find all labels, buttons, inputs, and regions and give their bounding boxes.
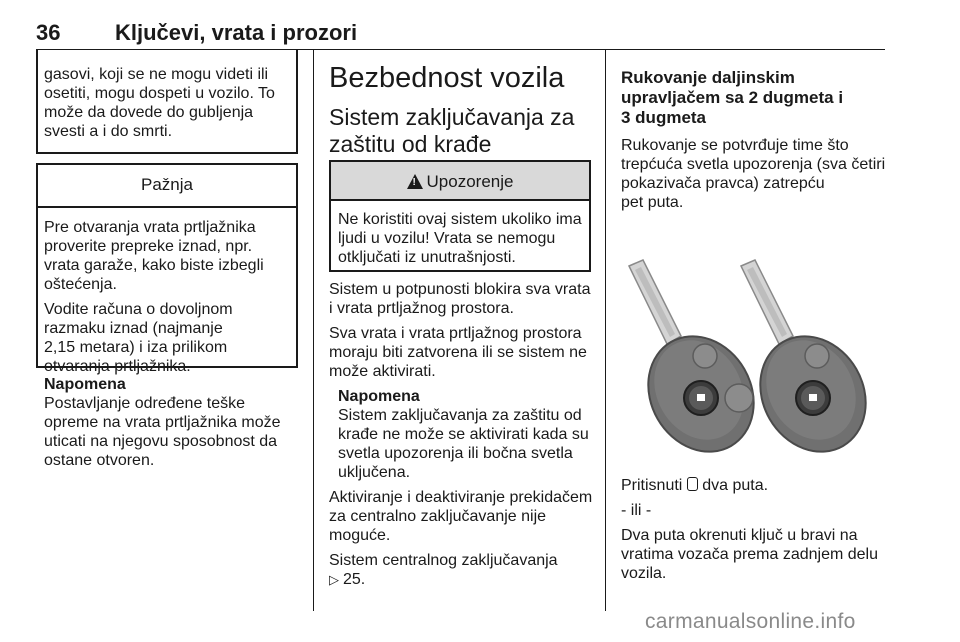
- heading-line: 3 dugmeta: [621, 108, 707, 127]
- warning-box: [329, 160, 591, 272]
- note-title: Napomena: [338, 388, 420, 405]
- or-separator: - ili -: [621, 502, 652, 519]
- text-line: uključena.: [338, 464, 411, 481]
- middle-note: [329, 387, 599, 482]
- text-line: opreme na vrata prtljažnika može: [44, 414, 281, 431]
- lock-icon: [697, 394, 705, 401]
- text-line: Aktiviranje i deaktiviranje prekidačem: [329, 489, 593, 506]
- subsection-heading: [329, 104, 574, 158]
- text-line: pet puta.: [621, 194, 684, 211]
- left-note: [44, 375, 306, 470]
- text-line: Sistem u potpunosti blokira sva vrata: [329, 281, 591, 298]
- text-line: moraju biti zatvorena ili se sistem ne: [329, 344, 587, 361]
- text-line: Sva vrata i vrata prtljažnog prostora: [329, 325, 582, 342]
- heading-line: Sistem zaključavanja za: [329, 104, 575, 130]
- pazhnja-title: Pažnja: [141, 175, 193, 194]
- text-line: može da dovede do gubljenja: [44, 104, 254, 121]
- remote-heading: [621, 68, 843, 128]
- text-line: vratima vozača prema zadnjem delu: [621, 546, 879, 563]
- lock-icon: [809, 394, 817, 401]
- text-line: Postavljanje određene teške: [44, 395, 246, 412]
- press-instruction: Pritisnuti dva puta.: [621, 477, 769, 494]
- top-box-text: [38, 49, 296, 141]
- text-line: Dva puta okrenuti ključ u bravi na: [621, 527, 858, 544]
- page-header-title: Ključevi, vrata i prozori: [115, 20, 358, 45]
- warning-box-header: [331, 162, 589, 201]
- remote-intro: [621, 136, 893, 212]
- warning-title: Upozorenje: [426, 172, 514, 191]
- watermark: carmanualsonline.info: [645, 610, 856, 633]
- text-line: otvaranja prtljažnika.: [44, 358, 191, 375]
- page-reference[interactable]: [329, 570, 599, 589]
- text-line: proverite prepreke iznad, npr.: [44, 238, 253, 255]
- heading-line: upravljačem sa 2 dugmeta i: [621, 88, 844, 107]
- heading-line: Rukovanje daljinskim: [621, 68, 795, 87]
- text-line: Vodite računa o dovoljnom: [44, 301, 233, 318]
- column-divider-right: [605, 50, 606, 611]
- page-number: 36: [36, 20, 61, 45]
- column-divider-left: [313, 50, 314, 611]
- text-line: može aktivirati.: [329, 363, 436, 380]
- pazhnja-body: [38, 208, 296, 376]
- text-line: gasovi, koji se ne mogu videti ili: [44, 66, 269, 83]
- heading-line: zaštitu od krađe: [329, 131, 492, 157]
- text-line: 2,15 metara) i iza prilikom: [44, 339, 228, 356]
- pazhnja-box: [36, 163, 298, 375]
- text-line: moguće.: [329, 527, 391, 544]
- text-line: trepćuća svetla upozorenja (sva četiri: [621, 156, 886, 173]
- key-fob-illustration: [621, 246, 885, 458]
- top-continuation-box: [36, 49, 298, 154]
- text-line: uticati na njegovu sposobnost da: [44, 433, 278, 450]
- text-line: osetiti, mogu dospeti u vozilo. To: [44, 85, 275, 102]
- warning-triangle-icon: [407, 174, 423, 189]
- text-line: Sistem centralnog zaključavanja: [329, 552, 558, 569]
- note-title: Napomena: [44, 376, 126, 393]
- middle-body: [329, 280, 599, 589]
- text-line: i vrata prtljažnog prostora.: [329, 300, 514, 317]
- text-line: pokazivača pravca) zatrepću: [621, 175, 825, 192]
- text-line: Pre otvaranja vrata prtljažnika: [44, 219, 256, 236]
- text-line: Ne koristiti ovaj sistem ukoliko ima: [338, 211, 582, 228]
- text-line: krađe ne može se aktivirati kada su: [338, 426, 589, 443]
- reference-page: 25.: [343, 571, 366, 588]
- text-line: svesti a i do smrti.: [44, 123, 173, 140]
- section-heading: Bezbednost vozila: [329, 62, 565, 94]
- text-line: za centralno zaključavanje nije: [329, 508, 547, 525]
- text-line: ostane otvoren.: [44, 452, 155, 469]
- reference-arrow-icon: ▷: [329, 572, 339, 587]
- text-line: oštećenja.: [44, 276, 117, 293]
- text-line: otključati iz unutrašnjosti.: [338, 249, 516, 266]
- text-line: Sistem zaključavanja za zaštitu od: [338, 407, 582, 424]
- text-line: svetla upozorenja ili bočna svetla: [338, 445, 573, 462]
- warning-body: [331, 201, 589, 267]
- activation-steps: [621, 476, 893, 583]
- text-line: Rukovanje se potvrđuje time što: [621, 137, 849, 154]
- lock-icon: [687, 477, 698, 491]
- text-line: vrata garaže, kako biste izbegli: [44, 257, 264, 274]
- text-line: razmaku iznad (najmanje: [44, 320, 223, 337]
- text-line: vozila.: [621, 565, 667, 582]
- text-line: ljudi u vozilu! Vrata se nemogu: [338, 230, 556, 247]
